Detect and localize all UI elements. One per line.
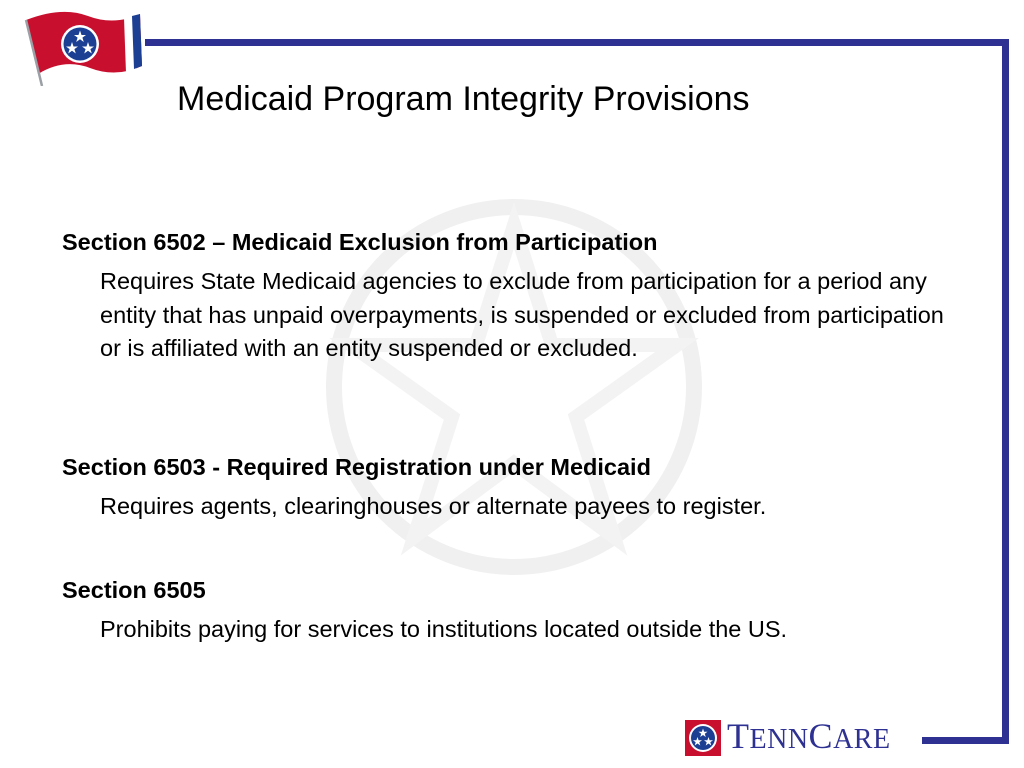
- section-heading: Section 6503 - Required Registration under Medicaid: [62, 454, 651, 480]
- logo-smallcaps: ARE: [833, 724, 891, 755]
- section-heading: Section 6502 – Medicaid Exclusion from Participation: [62, 229, 658, 255]
- tennessee-flag-icon: [22, 6, 147, 86]
- section-6505: [62, 575, 967, 647]
- logo-initial: C: [808, 716, 834, 756]
- section-heading: Section 6505: [62, 577, 206, 603]
- frame-top-border: [145, 39, 1009, 46]
- tenncare-wordmark: [727, 716, 891, 760]
- frame-bottom-border: [922, 737, 1009, 744]
- section-6503: [62, 452, 967, 524]
- section-6502: [62, 227, 967, 366]
- frame-right-border: [1002, 39, 1009, 744]
- tri-star-emblem-icon: [685, 720, 721, 756]
- tenncare-logo: [685, 716, 891, 760]
- logo-smallcaps: ENN: [749, 724, 809, 755]
- section-body: Prohibits paying for services to institutions located outside the US.: [100, 616, 788, 642]
- section-body: Requires agents, clearinghouses or alternate payees to register.: [100, 493, 767, 519]
- section-body: Requires State Medicaid agencies to exclude from participation for a period any entity that has unpaid overpayments, is suspended or excluded from participation or is affiliated with an entity suspended or excluded.: [100, 268, 944, 361]
- logo-initial: T: [727, 716, 750, 756]
- slide-title: Medicaid Program Integrity Provisions: [177, 80, 750, 118]
